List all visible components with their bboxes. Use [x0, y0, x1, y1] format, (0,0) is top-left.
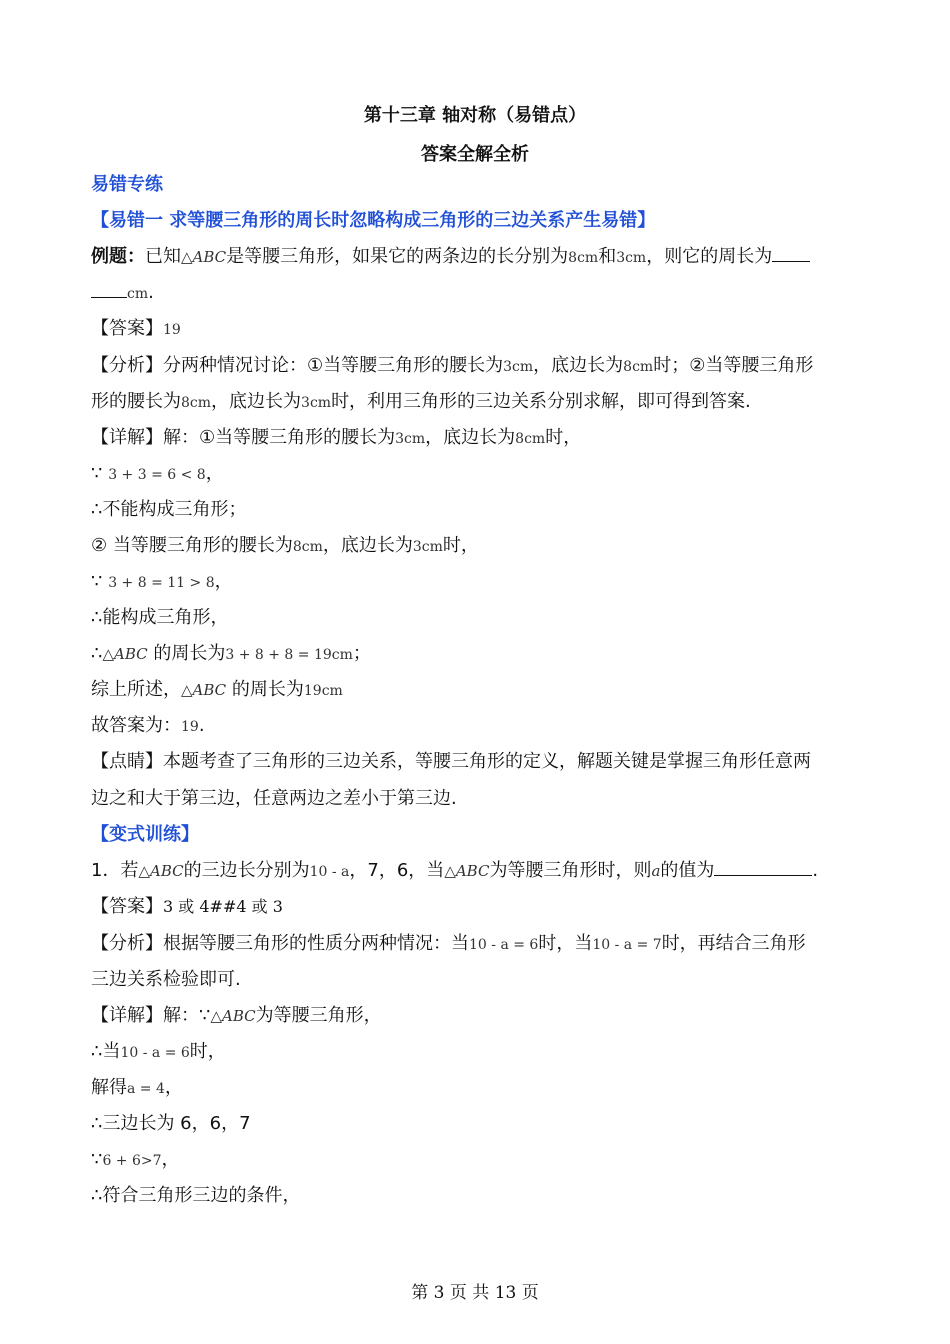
analysis-text: 分两种情况讨论：①当等腰三角形的腰长为 [163, 355, 504, 376]
page-subtitle: 答案全解全析 [421, 144, 529, 165]
detail-line-1 [91, 423, 862, 454]
question-text: 的值为 [660, 860, 715, 881]
value: 3cm [395, 431, 426, 447]
value: 8cm [181, 395, 212, 411]
example-text-3: 和 [598, 246, 617, 267]
point-line-2: 边之和大于第三边，任意两边之差小于第三边. [91, 788, 457, 809]
answer-value: 3 或 4##4 或 3 [163, 897, 283, 916]
example-text-1: 已知 [145, 246, 181, 267]
detail-text: 的周长为 [153, 643, 226, 664]
detail-line-2 [91, 459, 862, 490]
value: 19 [181, 719, 199, 735]
detail2-line-4: ∴三边长为 6，6，7 [91, 1113, 251, 1134]
detail-text: 时， [189, 1041, 226, 1062]
detail-text: 为等腰三角形， [255, 1005, 382, 1026]
analysis-text: 时，当 [538, 933, 593, 954]
detail-text: ，底边长为 [322, 535, 413, 556]
detail2-line-1 [91, 1001, 862, 1031]
because-symbol: ∵ [91, 571, 103, 592]
analysis-label: 【分析】 [91, 933, 163, 954]
example-text-4: ，则它的周长为 [646, 246, 773, 267]
triangle-abc: △ABC [181, 248, 227, 266]
punct: ， [161, 1149, 180, 1170]
unit-cm: cm [127, 286, 149, 302]
punct: ， [214, 571, 233, 592]
answer-label: 【答案】 [91, 896, 163, 917]
math-expression: 10 - a = 7 [592, 937, 662, 953]
detail-text: 解：①当等腰三角形的腰长为 [163, 427, 396, 448]
analysis2-line-1 [91, 929, 862, 960]
section-heading-errors: 易错专练 [91, 174, 163, 195]
detail-text: 解得 [91, 1077, 127, 1098]
detail-label: 【详解】 [91, 427, 163, 448]
example-label: 例题： [91, 246, 145, 267]
answer-blank-part2 [91, 279, 127, 298]
detail-label: 【详解】 [91, 1005, 163, 1026]
detail-line-7 [91, 639, 862, 670]
detail-text: 的周长为 [231, 679, 304, 700]
analysis-text: 时，利用三角形的三边关系分别求解，即可得到答案. [331, 391, 751, 412]
analysis-label: 【分析】 [91, 355, 163, 376]
example-text-2: 是等腰三角形，如果它的两条边的长分别为 [226, 246, 569, 267]
point-label: 【点睛】 [91, 751, 163, 772]
analysis2-line-2: 三边关系检验即可. [91, 969, 241, 990]
answer2-line [91, 892, 862, 922]
detail-line-5 [91, 567, 862, 598]
answer-label: 【答案】 [91, 318, 163, 339]
page-footer: 第 3 页 共 13 页 [411, 1283, 539, 1303]
punct: . [198, 715, 205, 736]
analysis-line-1 [91, 351, 862, 382]
math-expression: 10 - a = 6 [120, 1045, 190, 1061]
value: 3cm [301, 395, 332, 411]
analysis-text: ，底边长为 [533, 355, 624, 376]
triangle-abc: △ABC [102, 645, 148, 663]
math-expression: a = 4 [127, 1081, 165, 1097]
detail2-line-5 [91, 1145, 862, 1176]
value: 3cm [412, 539, 443, 555]
math-expression: 10 - a = 6 [469, 937, 539, 953]
triangle-abc: △ABC [210, 1007, 256, 1025]
value-8cm: 8cm [568, 250, 599, 266]
detail-line-6: ∴能构成三角形， [91, 607, 229, 628]
answer-blank-part1 [772, 243, 810, 262]
section-heading-variants: 【变式训练】 [91, 824, 199, 845]
point-text: 本题考查了三角形的三边关系，等腰三角形的定义，解题关键是掌握三角形任意两 [163, 751, 811, 772]
detail-line-4 [91, 531, 862, 562]
because-symbol: ∵ [91, 463, 103, 484]
detail-text: 时， [442, 535, 479, 556]
punct: ， [164, 1077, 183, 1098]
question-text: 为等腰三角形时，则 [489, 860, 652, 881]
point-line-1 [91, 747, 862, 777]
detail2-line-6: ∴符合三角形三边的条件， [91, 1185, 301, 1206]
punct: . [812, 860, 819, 881]
value: 3cm [503, 359, 534, 375]
math-expression: 3 + 3 = 6 < 8 [108, 467, 206, 483]
answer-blank [714, 857, 812, 876]
detail2-line-2 [91, 1037, 862, 1068]
question-number: 1．若 [91, 860, 139, 881]
detail-line-9 [91, 711, 862, 742]
detail-line-8 [91, 675, 862, 706]
detail-text: 时， [545, 427, 582, 448]
math-expression: 10 - a [309, 864, 350, 880]
triangle-abc: △ABC [181, 681, 227, 699]
therefore-symbol: ∴ [91, 643, 103, 664]
detail-text: 综上所述， [91, 679, 181, 700]
detail-text: ② 当等腰三角形的腰长为 [91, 535, 293, 556]
triangle-abc: △ABC [444, 862, 490, 880]
example-question-cont [91, 278, 862, 309]
math-expression: 3 + 8 + 8 = 19cm [225, 647, 353, 663]
punct: ， [205, 463, 224, 484]
math-expression: 6 + 6>7 [102, 1153, 162, 1169]
analysis-text: ，底边长为 [211, 391, 302, 412]
answer-line [91, 314, 862, 345]
chapter-title: 第十三章 轴对称（易错点） [363, 105, 587, 126]
because-symbol: ∵ [91, 1149, 103, 1170]
value: 8cm [623, 359, 654, 375]
analysis-line-2 [91, 387, 862, 418]
detail-text: 故答案为： [91, 715, 181, 736]
variable-a: a [651, 862, 661, 880]
detail-text: ，底边长为 [425, 427, 516, 448]
value-3cm: 3cm [616, 250, 647, 266]
analysis-text: 根据等腰三角形的性质分两种情况：当 [163, 933, 469, 954]
detail2-line-3 [91, 1073, 862, 1104]
punct: ； [352, 643, 371, 664]
math-expression: 19cm [303, 683, 343, 699]
detail-text: ∴当 [91, 1041, 121, 1062]
example-question [91, 242, 862, 273]
example-end: . [148, 282, 154, 303]
answer-value: 19 [163, 322, 181, 338]
question-text: ，7，6，当 [349, 860, 445, 881]
analysis-text: 时，再结合三角形 [661, 933, 806, 954]
math-expression: 3 + 8 = 11 > 8 [108, 575, 215, 591]
value: 8cm [292, 539, 323, 555]
question-text: 的三边长分别为 [183, 860, 310, 881]
value: 8cm [515, 431, 546, 447]
detail-text: 解：∵ [163, 1005, 211, 1026]
analysis-text: 时；②当等腰三角形 [653, 355, 814, 376]
topic-heading: 【易错一 求等腰三角形的周长时忽略构成三角形的三边关系产生易错】 [91, 210, 656, 231]
analysis-text: 形的腰长为 [91, 391, 181, 412]
detail-line-3: ∴不能构成三角形； [91, 499, 247, 520]
question-1 [91, 856, 862, 887]
triangle-abc: △ABC [138, 862, 184, 880]
